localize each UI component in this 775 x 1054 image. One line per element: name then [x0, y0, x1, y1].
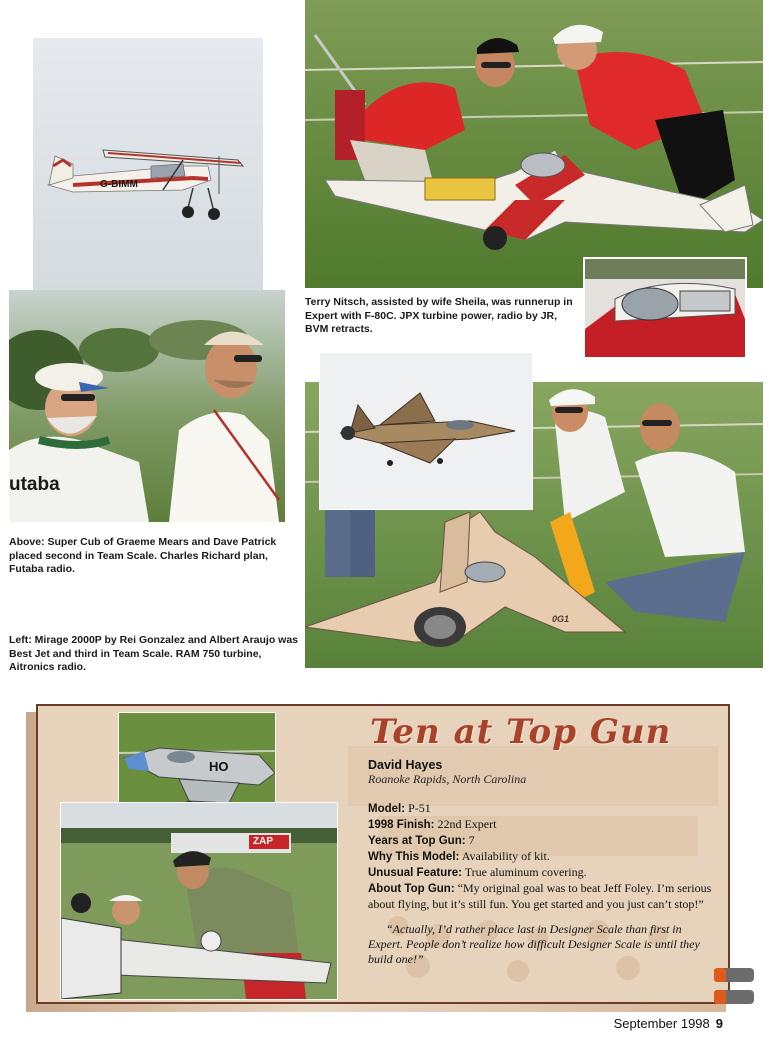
- caption-mirage: Left: Mirage 2000P by Rei Gonzalez and Albert Araujo was Best Jet and third in Team Scale. RAM 750 turbine, Aitronics radio.: [9, 634, 299, 673]
- page-footer: [614, 1016, 723, 1031]
- mirage-flight-inset: [319, 352, 533, 510]
- jet-serial: 0G1: [552, 614, 570, 624]
- sidebar-text: [368, 712, 718, 967]
- fact-about: About Top Gun: “My original goal was to beat Jeff Foley. I’m serious about flying, but it’s still fun. You get started and you just can’t stop!”: [368, 881, 712, 911]
- pilot-name: David Hayes: [368, 758, 443, 772]
- pilot-location: Roanoke Rapids, North Carolina: [368, 772, 527, 786]
- caption-super-cub: Above: Super Cub of Graeme Mears and Dave Patrick placed second in Team Scale. Charles Richard plan, Futaba radio.: [9, 536, 277, 575]
- sidebar-title: Ten at Top Gun: [370, 712, 672, 752]
- fact-finish: 1998 Finish: 22nd Expert: [368, 817, 497, 831]
- page-number: 9: [715, 1016, 723, 1031]
- f80c-photo: [305, 0, 763, 288]
- fact-years: Years at Top Gun: 7: [368, 833, 475, 847]
- zap-banner: ZAP: [253, 836, 273, 847]
- super-cub-photo: [33, 38, 263, 296]
- f80c-cockpit-inset: [583, 257, 747, 359]
- facts-list: [368, 801, 718, 912]
- fact-model: Model: P-51: [368, 801, 431, 815]
- issue-date: September 1998: [613, 1016, 710, 1031]
- p51-code: HO: [209, 759, 229, 774]
- pilot-quote: “Actually, I’d rather place last in Designer Scale than first in Expert. People don’t realize how difficult Designer Scale is until they build one!”: [368, 922, 700, 966]
- caption-terry-nitsch: Terry Nitsch, assisted by wife Sheila, was runnerup in Expert with F-80C. JPX turbine power, radio by JR, BVM retracts.: [305, 296, 573, 335]
- ten-at-top-gun-sidebar: [36, 704, 730, 1004]
- shirt-logo: utaba: [9, 474, 60, 495]
- shell-casings-icon: [712, 962, 758, 1010]
- fact-unusual: Unusual Feature: True aluminum covering.: [368, 865, 587, 879]
- cub-registration: G-BIMM: [100, 179, 138, 190]
- team-scale-pilots-photo: [9, 290, 285, 522]
- david-hayes-photo: [60, 802, 338, 1000]
- fact-why: Why This Model: Availability of kit.: [368, 849, 550, 863]
